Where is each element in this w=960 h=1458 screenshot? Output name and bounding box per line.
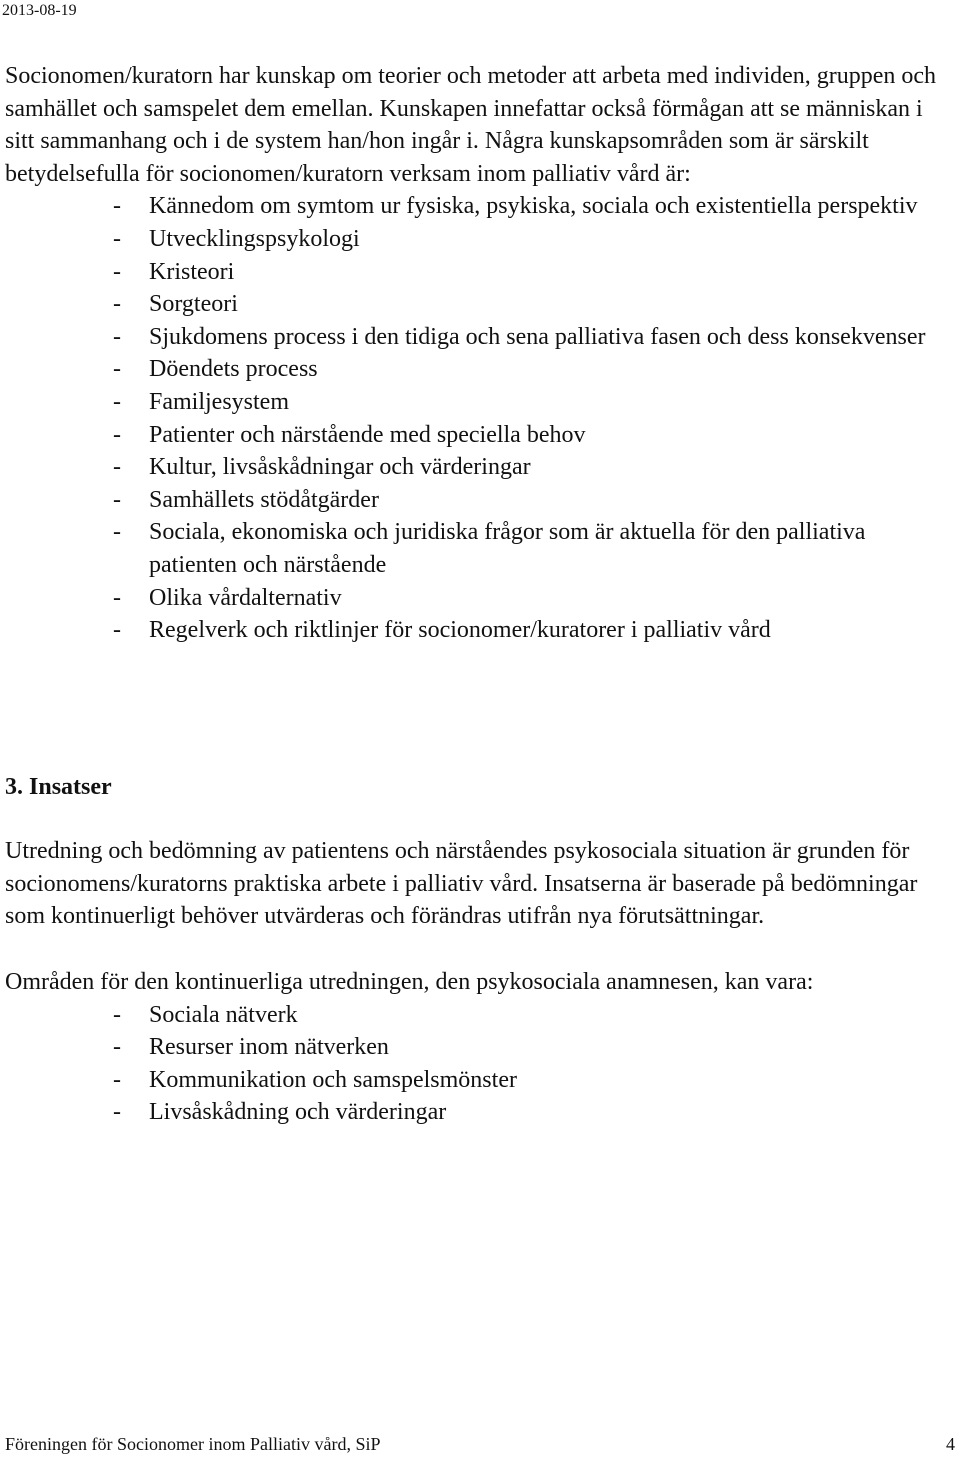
- intro-paragraph: Socionomen/kuratorn har kunskap om teorier och metoder att arbeta med individen, gruppen och samhället och samspelet dem emellan. Kunskapen innefattar också förmågan att se människan i sitt sammanhang och i de system han/hon ingår i. Några kunskapsområden som är särskilt betydelsefulla för socionomen/kuratorn verksam inom palliativ vård är:: [5, 63, 937, 187]
- header-date: 2013-08-19: [2, 2, 77, 19]
- list-item: - Sociala nätverk: [5, 999, 955, 1032]
- footer-organization: Föreningen för Socionomer inom Palliativ vård, SiP: [5, 1434, 381, 1454]
- list-item: - Samhällets stödåtgärder: [5, 484, 955, 517]
- list-item: - Regelverk och riktlinjer för socionomer/kuratorer i palliativ vård: [5, 614, 955, 647]
- list-item: - Patienter och närstående med speciella behov: [5, 419, 955, 452]
- list-item: - Sjukdomens process i den tidiga och sena palliativa fasen och dess konsekvenser: [5, 321, 955, 354]
- knowledge-areas-list: [5, 190, 955, 646]
- assessment-paragraph: Utredning och bedömning av patientens och närståendes psykosociala situation är grunden för socionomens/kuratorns praktiska arbete i palliativ vård. Insatserna är baserade på bedömningar som kontinuerligt behöver utvärderas och förändras utifrån nya förutsättningar.: [5, 838, 918, 930]
- list-item: - Resurser inom nätverken: [5, 1031, 955, 1064]
- list-item: - Kommunikation och samspelsmönster: [5, 1064, 955, 1097]
- page-footer: [5, 1433, 955, 1455]
- list-item: - Sorgteori: [5, 288, 955, 321]
- list-item: - Sociala, ekonomiska och juridiska frågor som är aktuella för den palliativa patienten och närstående: [5, 516, 955, 581]
- areas-intro-paragraph: Områden för den kontinuerliga utredningen, den psykosociala anamnesen, kan vara:: [5, 969, 814, 996]
- list-item: - Kristeori: [5, 256, 955, 289]
- list-item: - Livsåskådning och värderingar: [5, 1096, 955, 1129]
- list-item: - Utvecklingspsykologi: [5, 223, 955, 256]
- assessment-areas-list: [5, 999, 955, 1129]
- section-heading: 3. Insatser: [5, 773, 112, 800]
- list-item: - Kännedom om symtom ur fysiska, psykiska, sociala och existentiella perspektiv: [5, 190, 955, 223]
- list-item: - Olika vårdalternativ: [5, 582, 955, 615]
- list-item: - Familjesystem: [5, 386, 955, 419]
- list-item: - Döendets process: [5, 353, 955, 386]
- list-item: - Kultur, livsåskådningar och värderingar: [5, 451, 955, 484]
- page-number: 4: [946, 1434, 955, 1454]
- document-body: [5, 60, 955, 1129]
